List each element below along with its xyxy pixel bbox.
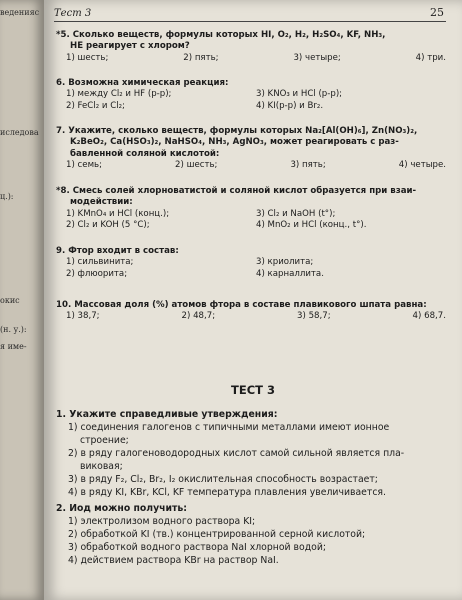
question-7 [56, 126, 446, 171]
question-number: 1. [56, 409, 67, 420]
answer-option: 4) 68,7. [412, 311, 446, 322]
answer-option: 2) флюорита; [66, 268, 128, 279]
question-stem: Сколько веществ, формулы которых HI, O₂, H₂, H₂SO₄, KF, NH₃, [72, 30, 386, 40]
page-number: 25 [430, 6, 444, 19]
question-stem: Массовая доля (%) атомов фтора в составе плавикового шпата равна: [74, 300, 427, 310]
answer-option: 4) KI(р-р) и Br₂. [256, 100, 324, 111]
answer-option: 4) карналлита. [256, 268, 324, 279]
statement-item: 2) в ряду галогеноводородных кислот самой сильной является пла- [68, 448, 405, 459]
question-number: 9. [56, 246, 66, 256]
question-5 [56, 30, 446, 64]
question-number: *5. [56, 30, 70, 40]
question-stem: Иод можно получить: [69, 503, 188, 514]
answer-option: 2) FeCl₂ и Cl₂; [66, 100, 125, 111]
answer-option: 2) шесть; [175, 159, 218, 170]
question-stem: Фтор входит в состав: [68, 246, 179, 256]
question-8 [56, 186, 446, 231]
test3-question-2 [56, 502, 446, 567]
question-number: *8. [56, 186, 70, 196]
prev-page-fragment: я име- [0, 342, 27, 351]
answer-option: 1) 38,7; [66, 311, 100, 322]
answer-option: 1) сильвинита; [66, 257, 134, 268]
prev-page-fragment: ц.): [0, 192, 14, 201]
answer-option: 3) пять; [290, 159, 326, 170]
statement-continuation: виковая; [80, 461, 123, 472]
statement-item: 4) в ряду KI, KBr, KCl, KF температура плавления увеличивается. [68, 487, 386, 498]
question-stem: модействии: [70, 197, 133, 208]
previous-page-edge [0, 0, 44, 600]
answer-option: 4) MnO₂ и HCl (конц., t°). [256, 219, 367, 230]
question-stem: K₂BeO₂, Ca(HSO₃)₂, NaHSO₄, NH₃, AgNO₃, может реагировать с раз- [70, 137, 399, 148]
answer-option: 3) четыре; [293, 52, 341, 63]
answer-option: 3) Cl₂ и NaOH (t°); [256, 208, 336, 219]
answer-option: 1) семь; [66, 159, 103, 170]
statement-item: 3) обработкой водного раствора NaI хлорной водой; [68, 542, 326, 553]
section-title: ТЕСТ 3 [231, 383, 275, 397]
answer-option: 4) три. [415, 52, 446, 63]
question-stem: бавленной соляной кислотой: [70, 148, 220, 159]
question-stem: Возможна химическая реакция: [68, 78, 229, 88]
question-6 [56, 78, 446, 112]
question-stem: НЕ реагирует с хлором? [70, 41, 190, 52]
answer-option: 3) криолита; [256, 257, 314, 268]
question-number: 2. [56, 503, 67, 514]
statement-item: 3) в ряду F₂, Cl₂, Br₂, I₂ окислительная способность возрастает; [68, 474, 378, 485]
statement-item: 2) обработкой KI (тв.) концентрированной серной кислотой; [68, 529, 366, 540]
answer-option: 4) четыре. [398, 159, 446, 170]
answer-option: 1) KMnO₄ и HCl (конц.); [66, 208, 170, 219]
statement-item: 4) действием раствора KBr на раствор NaI. [68, 555, 279, 566]
statement-continuation: строение; [80, 435, 129, 446]
prev-page-fragment: иследова [0, 128, 39, 137]
prev-page-fragment: окис [0, 296, 20, 305]
prev-page-fragment: веденияс [0, 8, 40, 17]
question-stem: Смесь солей хлорноватистой и соляной кислот образуется при взаи- [72, 186, 417, 196]
statement-item: 1) электролизом водного раствора KI; [68, 516, 256, 527]
answer-option: 2) Cl₂ и KOH (5 °C); [66, 219, 150, 230]
question-number: 10. [56, 300, 72, 310]
question-10 [56, 300, 446, 323]
question-number: 7. [56, 126, 66, 136]
test3-question-1 [56, 408, 446, 499]
running-header-title: Тест 3 [54, 8, 92, 19]
header-rule [54, 21, 446, 22]
answer-option: 1) между Cl₂ и HF (р-р); [66, 89, 172, 100]
answer-option: 2) 48,7; [181, 311, 216, 322]
question-stem: Укажите, сколько веществ, формулы которых Na₂[Al(OH)₆], Zn(NO₃)₂, [68, 126, 418, 136]
book-page [44, 0, 462, 600]
answer-option: 1) шесть; [66, 52, 109, 63]
answer-option: 3) 58,7; [297, 311, 331, 322]
answer-option: 3) KNO₃ и HCl (р-р); [256, 89, 343, 100]
prev-page-fragment: (н. у.): [0, 325, 27, 334]
answer-option: 2) пять; [183, 52, 219, 63]
statement-item: 1) соединения галогенов с типичными металлами имеют ионное [68, 422, 390, 433]
question-number: 6. [56, 78, 66, 88]
question-stem: Укажите справедливые утверждения: [69, 409, 278, 420]
question-9 [56, 246, 446, 280]
